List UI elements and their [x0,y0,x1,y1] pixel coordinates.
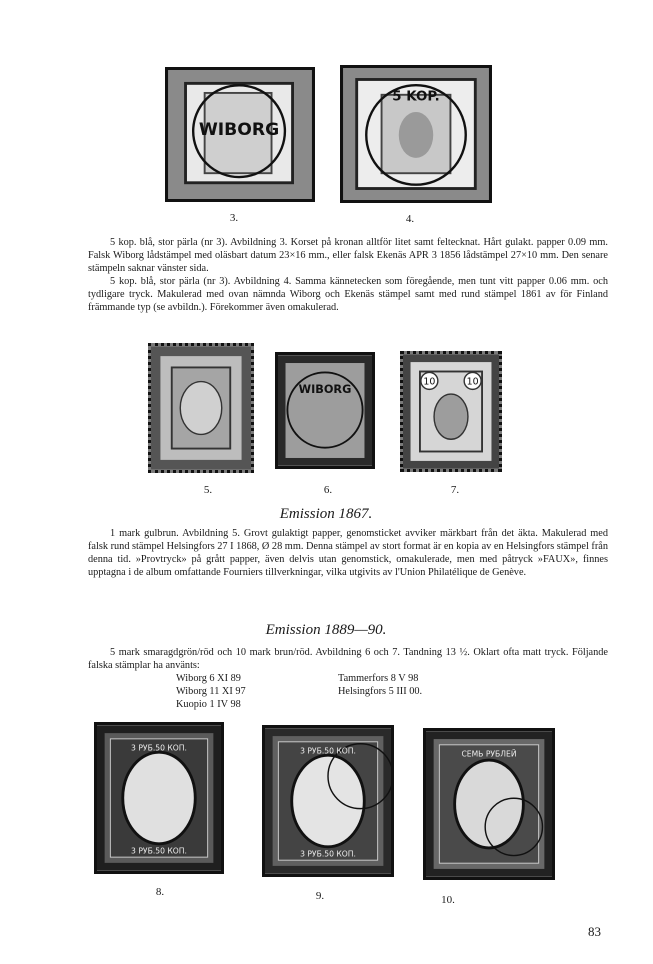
stamp-image-5 [148,343,254,473]
caption-8: 8. [155,886,165,898]
caption-6: 6. [323,484,333,496]
description-emission-1889-90 [88,646,608,672]
postmark-list-left [176,672,246,711]
caption-9: 9. [315,890,325,902]
stamp-9-bottom-label: 3 РУБ.50 КОП. [300,849,356,859]
postmark-item: Wiborg 6 XI 89 [176,673,241,684]
stamp-image-10 [423,728,555,880]
stamp-image-9 [262,725,394,877]
postmark-item: Wiborg 11 XI 97 [176,686,246,697]
caption-3: 3. [229,212,239,224]
description-stamp-3-4 [88,236,608,314]
caption-4: 4. [405,213,415,225]
stamp-image-8 [94,722,224,874]
description-emission-1867 [88,527,608,579]
page-number: 83 [588,924,601,939]
paragraph-stamp-6-7: 5 mark smaragdgrön/röd och 10 mark brun/röd. Avbildning 6 och 7. Tandning 13 ½. Oklart ofta matt tryck. Följande falska stämplar ha använts: [88,647,608,671]
paragraph-stamp-5: 1 mark gulbrun. Avbildning 5. Grovt gulaktigt papper, genomsticket avviker märkbart från det äkta. Makulerad med falsk rund stämpel Helsingfors 27 I 1868, Ø 28 mm. Denna stämpel av stort format är en kopia av en Helsingfors stämpel från denna tid. »Provtryck» på grått papper, även delvis utan genomstick, omakulerade, men med påtryck »FAUX», finnes upptagna i de album omfattande Fourniers tillverkningar, vilka utgivits av l'Union Philatélique de Genève. [88,528,608,578]
stamp-8-bottom-label: 3 РУБ.50 КОП. [131,846,187,856]
section-heading-emission-1867: Emission 1867. [279,506,373,522]
stamp-image-3 [165,67,315,202]
stamp-6-postmark-text: WIBORG [298,383,352,397]
stamp-image-4 [340,65,492,203]
postmark-list-right [338,672,422,698]
section-heading-emission-1889-90: Emission 1889—90. [265,622,387,638]
stamp-8-top-label: 3 РУБ.50 КОП. [131,743,187,753]
paragraph-stamp-3: 5 kop. blå, stor pärla (nr 3). Avbildning 3. Korset på kronan alltför litet samt feltecknat. Hårt gulakt. papper 0.09 mm. Falsk Wiborg lådstämpel med oläsbart datum 23×16 mm., eller falsk Ekenäs APR 3 1856 lådstämpel 27×10 mm. Den senare stämpeln saknar vänster sida. [88,237,608,274]
stamp-7-value-right: 10 [466,376,479,388]
postmark-item: Helsingfors 5 III 00. [338,686,423,697]
paragraph-stamp-4: 5 kop. blå, stor pärla (nr 3). Avbildning 4. Samma kännetecken som föregående, men tunt vitt papper 0.06 mm. och tydligare tryck. Makulerad med ovan nämnda Wiborg och Ekenäs stämpel samt med rund stämpel 1861 av för Finland främmande typ (se avbildn.). Förekommer även omakulerad. [88,276,608,313]
stamp-image-7 [400,351,502,472]
postmark-item: Tammerfors 8 V 98 [338,673,419,684]
stamp-image-6 [275,352,375,469]
stamp-10-top-label: СЕМЬ РУБЛЕЙ [461,749,517,759]
stamp-9-top-label: 3 РУБ.50 КОП. [300,746,356,756]
stamp-7-value-left: 10 [423,376,436,388]
postmark-item: Kuopio 1 IV 98 [176,699,241,710]
stamp-4-label-text: 5 KOP. [392,89,440,105]
stamp-3-postmark-text: WIBORG [198,119,280,140]
caption-7: 7. [450,484,460,496]
caption-5: 5. [203,484,213,496]
caption-10: 10. [441,894,455,906]
